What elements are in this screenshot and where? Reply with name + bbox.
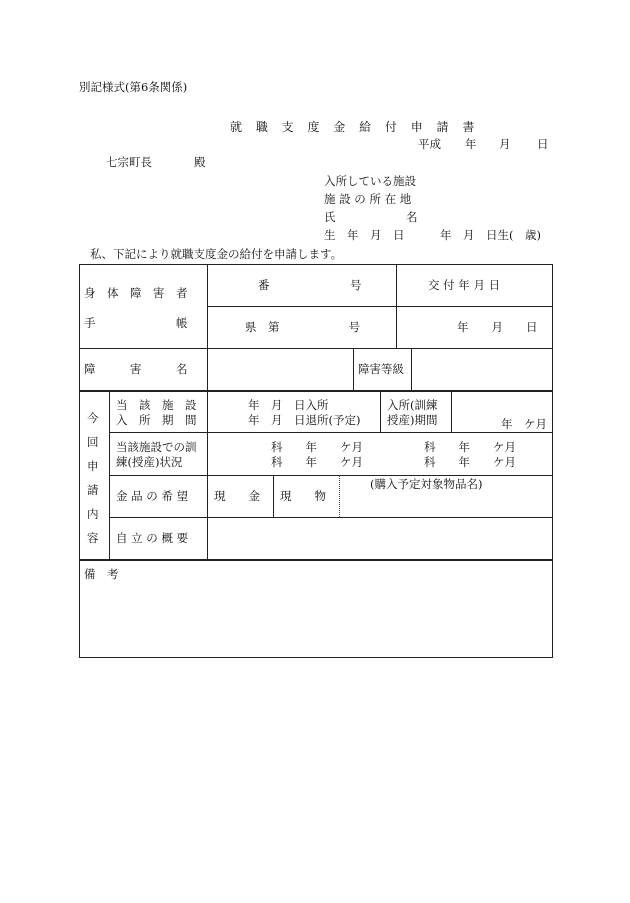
request-char: 容 (87, 531, 99, 545)
table-rule (109, 475, 553, 476)
training-status-label-second: 練(授産)状況 (116, 455, 183, 469)
intro-statement: 私、下記により就職支度金の給付を申請します。 (90, 247, 343, 261)
table-rule (207, 306, 553, 307)
honorific: 殿 (194, 155, 206, 169)
request-char: 回 (87, 435, 99, 449)
admission-date-field: 年 月 日入所 (248, 398, 329, 412)
table-left-border (79, 264, 80, 658)
goods-option: 現 物 (280, 489, 326, 503)
table-rule (109, 391, 110, 559)
issue-date-label: 交 付 年 月 日 (428, 278, 501, 292)
table-rule (273, 475, 274, 517)
table-dotted-rule (339, 475, 340, 517)
table-rule (411, 348, 412, 390)
prefecture-number-field: 県 第 号 (245, 320, 360, 334)
training-status-label: 当該施設での訓 (116, 440, 197, 454)
facility-period-label-second: 入 所 期 間 (116, 413, 197, 427)
discharge-date-field: 年 月 日退所(予定) (248, 413, 361, 427)
document-title: 就 職 支 度 金 給 付 申 請 書 (230, 120, 480, 134)
request-char: 内 (87, 507, 99, 521)
table-rule (109, 517, 553, 518)
date-era: 平成 (418, 137, 441, 151)
table-bottom-border (79, 657, 553, 658)
date-year: 年 (465, 137, 477, 151)
date-month: 月 (499, 137, 511, 151)
table-rule (353, 348, 354, 390)
table-rule (79, 390, 553, 392)
disability-grade-label: 障害等級 (358, 362, 404, 376)
table-right-border (552, 264, 553, 658)
birth-date-value: 年 月 日生( 歳) (440, 228, 541, 242)
table-rule (79, 559, 553, 561)
form-label: 別記様式(第6条関係) (79, 80, 188, 94)
training-course-field: 科 年 ケ月 (424, 440, 516, 454)
facility-address-label: 施 設 の 所 在 地 (324, 192, 412, 206)
goods-note: (購入予定対象物品名) (370, 477, 483, 491)
table-top-border (79, 264, 553, 265)
training-period-value: 年 ケ月 (501, 417, 547, 431)
table-rule (396, 264, 397, 348)
name-label-second: 名 (406, 210, 418, 224)
training-course-field: 科 年 ケ月 (424, 455, 516, 469)
training-period-label: 入所(訓練 (387, 398, 438, 412)
facility-period-label: 当 該 施 設 (116, 398, 197, 412)
table-rule (380, 391, 381, 432)
issue-date-field: 年 月 日 (457, 320, 538, 334)
request-char: 請 (87, 483, 99, 497)
cash-option: 現 金 (214, 489, 260, 503)
training-course-field: 科 年 ケ月 (271, 440, 363, 454)
date-day: 日 (537, 137, 549, 151)
table-rule (109, 432, 553, 433)
table-rule (79, 348, 553, 349)
benefit-preference-label: 金 品 の 希 望 (116, 489, 189, 503)
training-period-label-second: 授産)期間 (387, 413, 438, 427)
request-char: 今 (87, 411, 99, 425)
request-char: 申 (87, 459, 99, 473)
disability-name-label: 障 害 名 (84, 362, 188, 376)
cert-label-second: 手 帳 (84, 316, 188, 330)
name-label-first: 氏 (324, 210, 336, 224)
birth-date-label: 生 年 月 日 (324, 228, 405, 242)
training-course-field: 科 年 ケ月 (271, 455, 363, 469)
remarks-label: 備 考 (84, 567, 119, 581)
independence-overview-label: 自 立 の 概 要 (116, 531, 189, 545)
table-rule (451, 391, 452, 432)
addressee: 七宗町長 (106, 155, 152, 169)
cert-number-label: 番 号 (258, 278, 362, 292)
table-rule (207, 264, 208, 560)
cert-label: 身 体 障 害 者 (84, 286, 188, 300)
facility-label: 入所している施設 (324, 174, 416, 188)
